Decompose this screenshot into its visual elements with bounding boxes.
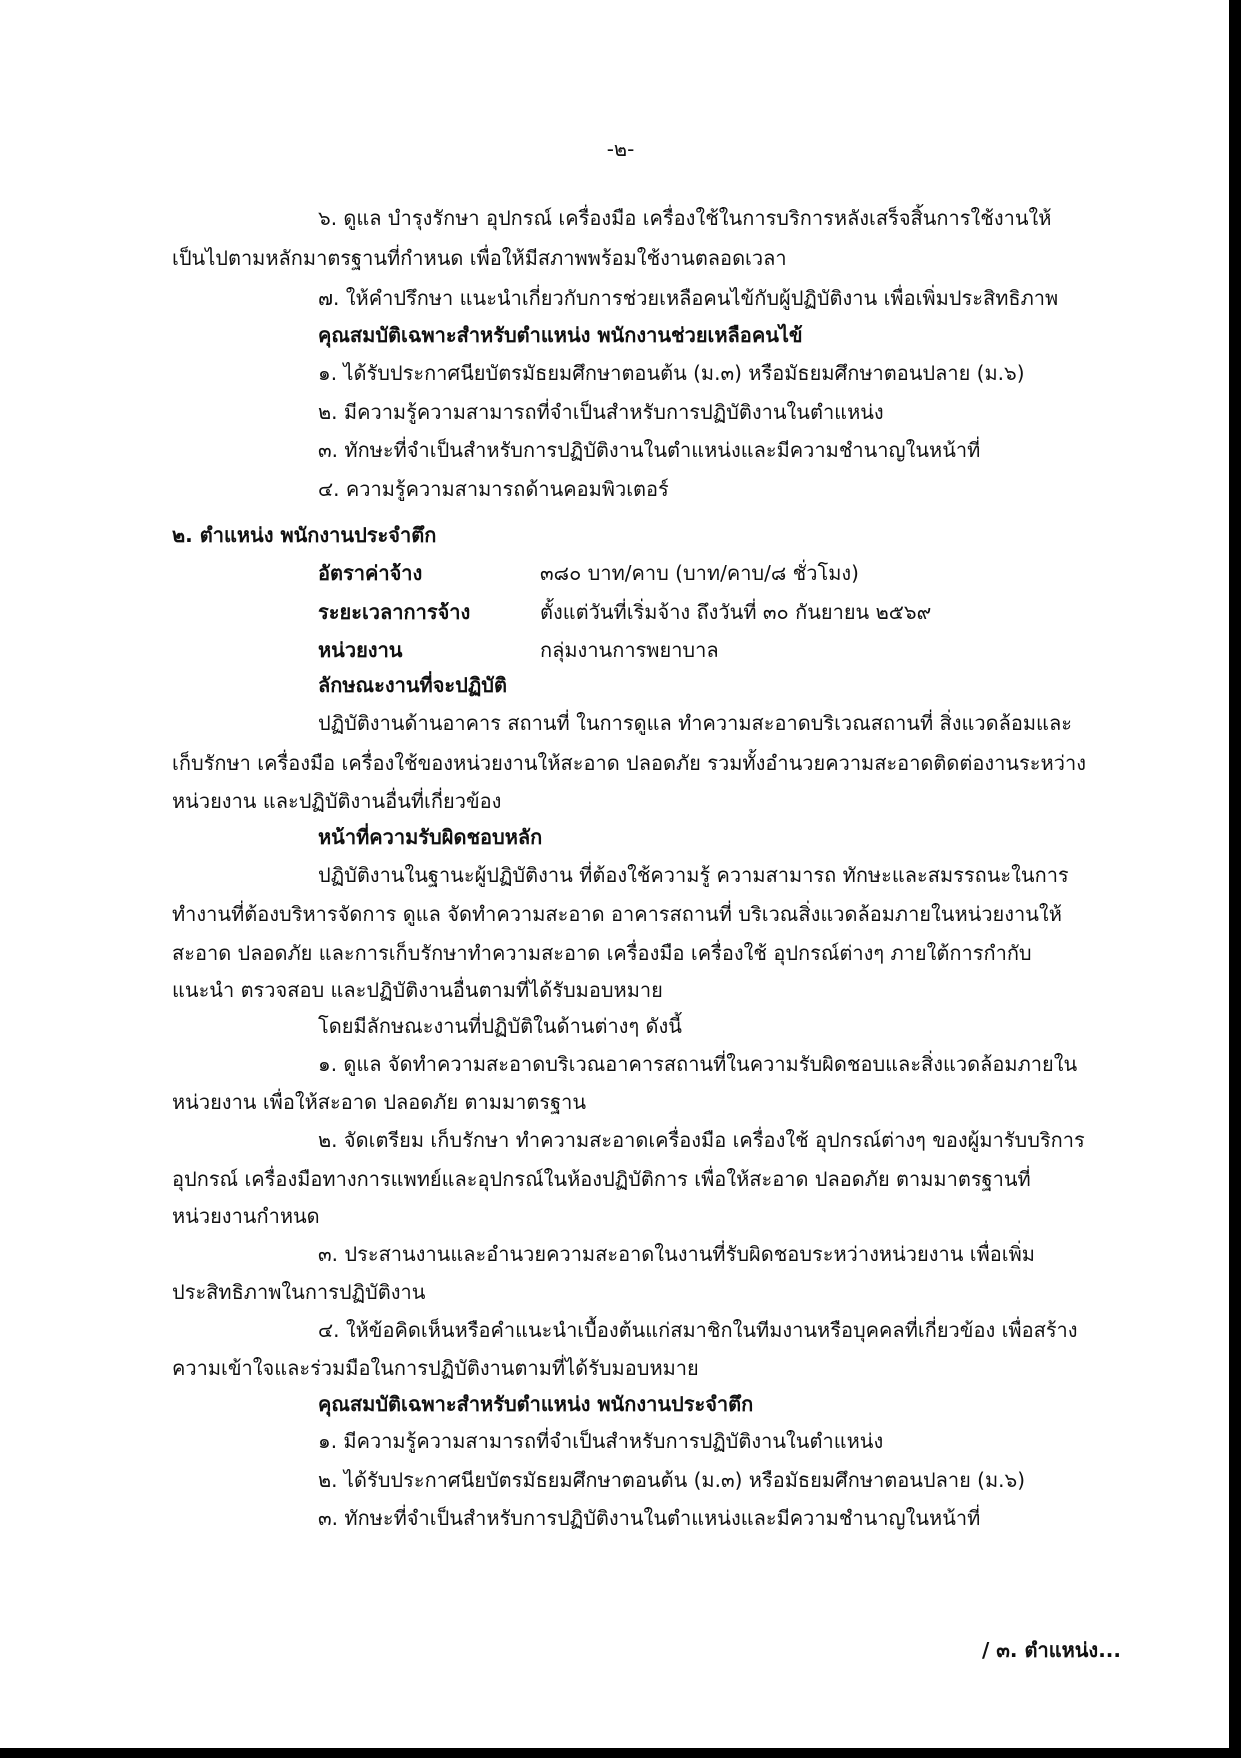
item6-line1: ๖. ดูแล บำรุงรักษา อุปกรณ์ เครื่องมือ เครื่องใช้ในการบริการหลังเสร็จสิ้นการใช้งานให้ (318, 206, 1052, 230)
qualifications-heading-ward-worker: คุณสมบัติเฉพาะสำหรับตำแหน่ง พนักงานประจำตึก (318, 1392, 754, 1416)
qualification-item: ๑. ได้รับประกาศนียบัตรมัธยมศึกษาตอนต้น (ม.๓) หรือมัธยมศึกษาตอนปลาย (ม.๖) (318, 361, 1025, 385)
scan-border-right (1229, 0, 1241, 1758)
qualifications-heading-patient-helper: คุณสมบัติเฉพาะสำหรับตำแหน่ง พนักงานช่วยเหลือคนไข้ (318, 323, 803, 347)
task2-line2: อุปกรณ์ เครื่องมือทางการแพทย์และอุปกรณ์ในห้องปฏิบัติการ เพื่อให้สะอาด ปลอดภัย ตามมาตรฐานที่ (172, 1167, 1031, 1191)
duties-line: ปฏิบัติงานในฐานะผู้ปฏิบัติงาน ที่ต้องใช้ความรู้ ความสามารถ ทักษะและสมรรถนะในการ (318, 863, 1069, 887)
duties-line: แนะนำ ตรวจสอบ และปฏิบัติงานอื่นตามที่ได้รับมอบหมาย (172, 978, 663, 1002)
period-value: ตั้งแต่วันที่เริ่มจ้าง ถึงวันที่ ๓๐ กันยายน ๒๕๖๙ (540, 600, 932, 624)
period-label: ระยะเวลาการจ้าง (318, 600, 471, 624)
task1-line2: หน่วยงาน เพื่อให้สะอาด ปลอดภัย ตามมาตรฐาน (172, 1090, 587, 1114)
job-nature-line: เก็บรักษา เครื่องมือ เครื่องใช้ของหน่วยงานให้สะอาด ปลอดภัย รวมทั้งอำนวยความสะอาดติดต่องานระหว่าง (172, 751, 1086, 775)
tasks-intro: โดยมีลักษณะงานที่ปฏิบัติในด้านต่างๆ ดังนี้ (318, 1014, 682, 1038)
duties-line: สะอาด ปลอดภัย และการเก็บรักษาทำความสะอาด เครื่องมือ เครื่องใช้ อุปกรณ์ต่างๆ ภายใต้การกำกับ (172, 941, 1032, 965)
duties-line: ทำงานที่ต้องบริหารจัดการ ดูแล จัดทำความสะอาด อาคารสถานที่ บริเวณสิ่งแวดล้อมภายในหน่วยงานให้ (172, 902, 1062, 926)
rate-label: อัตราค่าจ้าง (318, 561, 423, 585)
task2-line1: ๒. จัดเตรียม เก็บรักษา ทำความสะอาดเครื่องมือ เครื่องใช้ อุปกรณ์ต่างๆ ของผู้มารับบริการ (318, 1128, 1085, 1152)
rate-value: ๓๘๐ บาท/คาบ (บาท/คาบ/๘ ชั่วโมง) (540, 561, 859, 585)
qualification-item: ๓. ทักษะที่จำเป็นสำหรับการปฏิบัติงานในตำแหน่งและมีความชำนาญในหน้าที่ (318, 1506, 981, 1530)
task3-line2: ประสิทธิภาพในการปฏิบัติงาน (172, 1280, 426, 1304)
task2-line3: หน่วยงานกำหนด (172, 1204, 320, 1228)
unit-value: กลุ่มงานการพยาบาล (540, 638, 719, 662)
job-nature-line: หน่วยงาน และปฏิบัติงานอื่นที่เกี่ยวข้อง (172, 789, 502, 813)
duties-heading: หน้าที่ความรับผิดชอบหลัก (318, 825, 543, 849)
task4-line2: ความเข้าใจและร่วมมือในการปฏิบัติงานตามที่ได้รับมอบหมาย (172, 1356, 699, 1380)
qualification-item: ๔. ความรู้ความสามารถด้านคอมพิวเตอร์ (318, 477, 669, 501)
unit-label: หน่วยงาน (318, 638, 403, 662)
section2-heading: ๒. ตำแหน่ง พนักงานประจำตึก (172, 523, 437, 547)
qualification-item: ๑. มีความรู้ความสามารถที่จำเป็นสำหรับการปฏิบัติงานในตำแหน่ง (318, 1429, 884, 1453)
qualification-item: ๓. ทักษะที่จำเป็นสำหรับการปฏิบัติงานในตำแหน่งและมีความชำนาญในหน้าที่ (318, 438, 981, 462)
task3-line1: ๓. ประสานงานและอำนวยความสะอาดในงานที่รับผิดชอบระหว่างหน่วยงาน เพื่อเพิ่ม (318, 1242, 1035, 1266)
qualification-item: ๒. ได้รับประกาศนียบัตรมัธยมศึกษาตอนต้น (ม.๓) หรือมัธยมศึกษาตอนปลาย (ม.๖) (318, 1468, 1026, 1492)
qualification-item: ๒. มีความรู้ความสามารถที่จำเป็นสำหรับการปฏิบัติงานในตำแหน่ง (318, 400, 884, 424)
scan-border-bottom (0, 1748, 1241, 1758)
page-number: -๒- (606, 137, 635, 161)
item7: ๗. ให้คำปรึกษา แนะนำเกี่ยวกับการช่วยเหลือคนไข้กับผู้ปฏิบัติงาน เพื่อเพิ่มประสิทธิภาพ (318, 286, 1059, 310)
item6-line2: เป็นไปตามหลักมาตรฐานที่กำหนด เพื่อให้มีสภาพพร้อมใช้งานตลอดเวลา (172, 246, 787, 270)
task4-line1: ๔. ให้ข้อคิดเห็นหรือคำแนะนำเบื้องต้นแก่สมาชิกในทีมงานหรือบุคคลที่เกี่ยวข้อง เพื่อสร้าง (318, 1318, 1078, 1342)
task1-line1: ๑. ดูแล จัดทำความสะอาดบริเวณอาคารสถานที่ในความรับผิดชอบและสิ่งแวดล้อมภายใน (318, 1052, 1078, 1076)
job-nature-line: ปฏิบัติงานด้านอาคาร สถานที่ ในการดูแล ทำความสะอาดบริเวณสถานที่ สิ่งแวดล้อมและ (318, 711, 1072, 735)
job-nature-heading: ลักษณะงานที่จะปฏิบัติ (318, 673, 507, 697)
continuation-footer: / ๓. ตำแหน่ง... (981, 1638, 1121, 1662)
